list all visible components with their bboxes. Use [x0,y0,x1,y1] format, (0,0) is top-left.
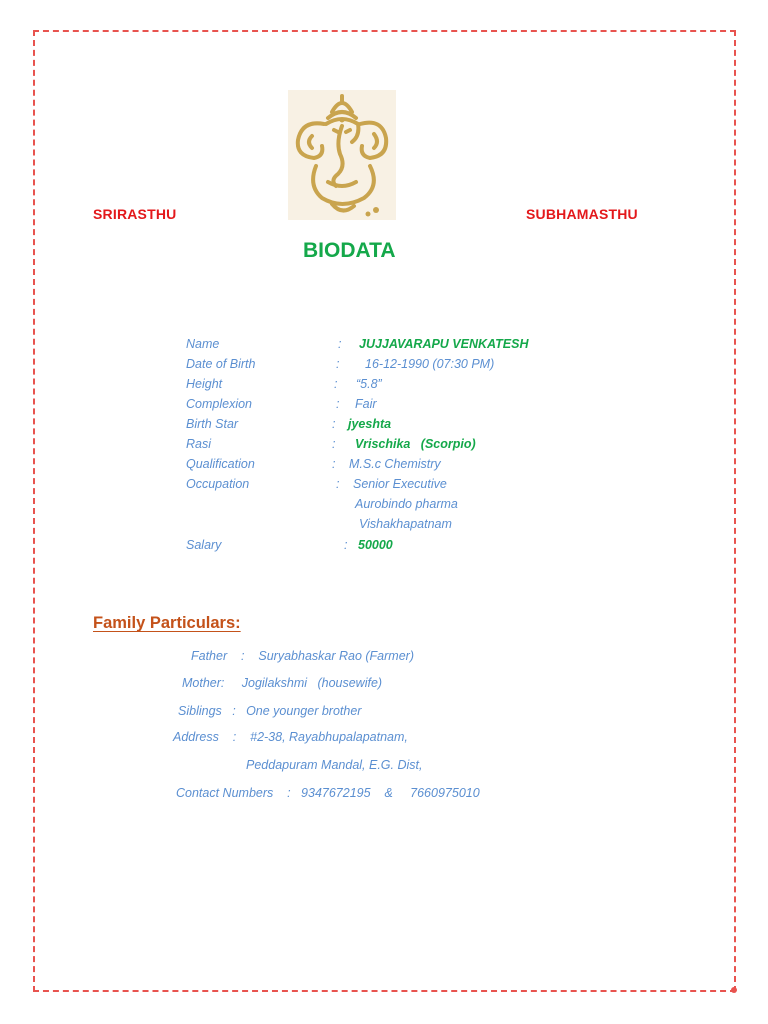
right-greeting: SUBHAMASTHU [526,206,638,222]
detail-label: Name [186,337,220,351]
detail-separator: : [332,457,336,471]
detail-value: M.S.c Chemistry [349,457,441,471]
ganesha-logo-svg [288,90,396,220]
detail-value: 16-12-1990 (07:30 PM) [365,357,495,371]
detail-value: jyeshta [348,417,392,431]
occupation-line-2: Aurobindo pharma [355,497,458,511]
family-father: Father : Suryabhaskar Rao (Farmer) [191,649,414,663]
detail-separator: : [336,397,340,411]
family-address-line-2: Peddapuram Mandal, E.G. Dist, [246,758,423,772]
detail-value: 50000 [358,538,393,552]
family-siblings: Siblings : One younger brother [178,704,362,718]
border-corner-dot [731,987,737,993]
detail-label: Rasi [186,437,212,451]
detail-separator: : [336,357,340,371]
detail-label: Height [186,377,223,391]
detail-label: Complexion [186,397,253,411]
detail-label: Salary [186,538,222,552]
left-greeting: SRIRASTHU [93,206,177,222]
detail-value: Senior Executive [353,477,447,491]
detail-separator: : [336,477,340,491]
family-section-title: Family Particulars: [93,614,241,632]
detail-separator: : [338,337,342,351]
ganesha-icon [288,90,396,220]
family-contact-numbers: Contact Numbers : 9347672195 & 7660975010 [176,786,480,800]
detail-separator: : [332,437,336,451]
detail-label: Occupation [186,477,250,491]
detail-value: Vrischika (Scorpio) [355,437,476,451]
detail-separator: : [344,538,348,552]
detail-value: JUJJAVARAPU VENKATESH [359,337,529,351]
family-address: Address : #2-38, Rayabhupalapatnam, [173,730,408,744]
family-mother: Mother: Jogilakshmi (housewife) [182,676,383,690]
detail-value: “5.8” [356,377,382,391]
occupation-line-3: Vishakhapatnam [359,517,452,531]
detail-label: Qualification [186,457,255,471]
detail-label: Date of Birth [186,357,256,371]
detail-separator: : [334,377,338,391]
detail-separator: : [332,417,336,431]
page-title: BIODATA [303,239,396,262]
detail-value: Fair [355,397,377,411]
detail-label: Birth Star [186,417,239,431]
